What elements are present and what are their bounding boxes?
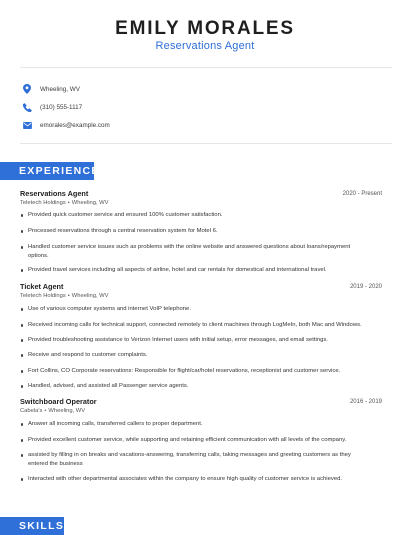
job-company-line: Teletech Holdings • Wheeling, WV [20,293,109,299]
candidate-name: EMILY MORALES [115,18,295,39]
job-location: Wheeling, WV [71,200,109,206]
bullet-item: Handled customer service issues such as problems with the online website and answered questions about loans/repayment options. [20,243,366,261]
bullet-item: Receive and respond to customer complaints. [20,351,366,360]
job-location: Wheeling, WV [48,408,86,414]
job-title: Reservations Agent [20,189,89,198]
job-location: Wheeling, WV [71,293,109,299]
bullet-item: Answer all incoming calls, transferred callers to proper department. [20,420,366,429]
email-icon [22,120,32,130]
section-experience-heading: EXPERIENCE [0,162,94,180]
job-company: Teletech Holdings [20,293,66,299]
job-title: Switchboard Operator [20,397,97,406]
job-company-line: Teletech Holdings • Wheeling, WV [20,200,109,206]
contact-email [22,119,110,131]
phone-icon [22,102,32,112]
bullet-item: Provided quick customer service and ensured 100% customer satisfaction. [20,211,366,220]
bullet-item: Provided troubleshooting assistance to Verizon Internet users with initial setup, error messages, and email settings. [20,336,366,345]
candidate-role: Reservations Agent [155,40,255,52]
contact-email-text: emorales@example.com [40,121,110,129]
section-skills-heading: SKILLS [0,517,64,535]
contact-phone [22,101,82,113]
contact-phone-text: (310) 555-1117 [40,103,83,111]
bullet-item: Interacted with other departmental associates within the company to ensure high quality of customer service is achieved. [20,475,366,484]
bullet-item: Processed reservations through a central reservation system for Motel 6. [20,227,366,236]
job-dates: 2020 - Present [342,191,382,197]
contact-location-text: Wheeling, WV [40,85,80,93]
bullet-item: Provided excellent customer service, while supporting and retaining efficient communication with all levels of the company. [20,436,366,445]
contact-location [22,83,80,95]
contact-divider [20,143,392,144]
header-divider [20,67,392,68]
job-dates: 2019 - 2020 [349,284,382,290]
bullet-item: Handled, advised, and assisted all Passenger service agents. [20,382,366,391]
bullet-item: Use of various computer systems and internet VoIP telephone. [20,305,366,314]
bullet-item: assisted by filling in on breaks and vacations-answering, transferring calls, taking messages and greeting customers as they entered the business [20,451,366,469]
job-company-line: Cabela's • Wheeling, WV [20,408,86,414]
bullet-item: Fort Collins, CO Corporate reservations: Responsible for flight/car/hotel reservations, receptionist and customer service. [20,367,366,376]
job-title: Ticket Agent [20,282,64,291]
bullet-item: Received incoming calls for technical support, connected remotely to client machines through LogMeIn, both Mac and Windows. [20,321,366,330]
bullet-item: Provided travel services including all aspects of airline, hotel and car rentals for domestical and international travel. [20,266,366,275]
location-pin-icon [22,84,32,94]
job-company: Teletech Holdings [20,200,66,206]
job-dates: 2016 - 2019 [349,399,382,405]
job-company: Cabela's [20,408,43,414]
